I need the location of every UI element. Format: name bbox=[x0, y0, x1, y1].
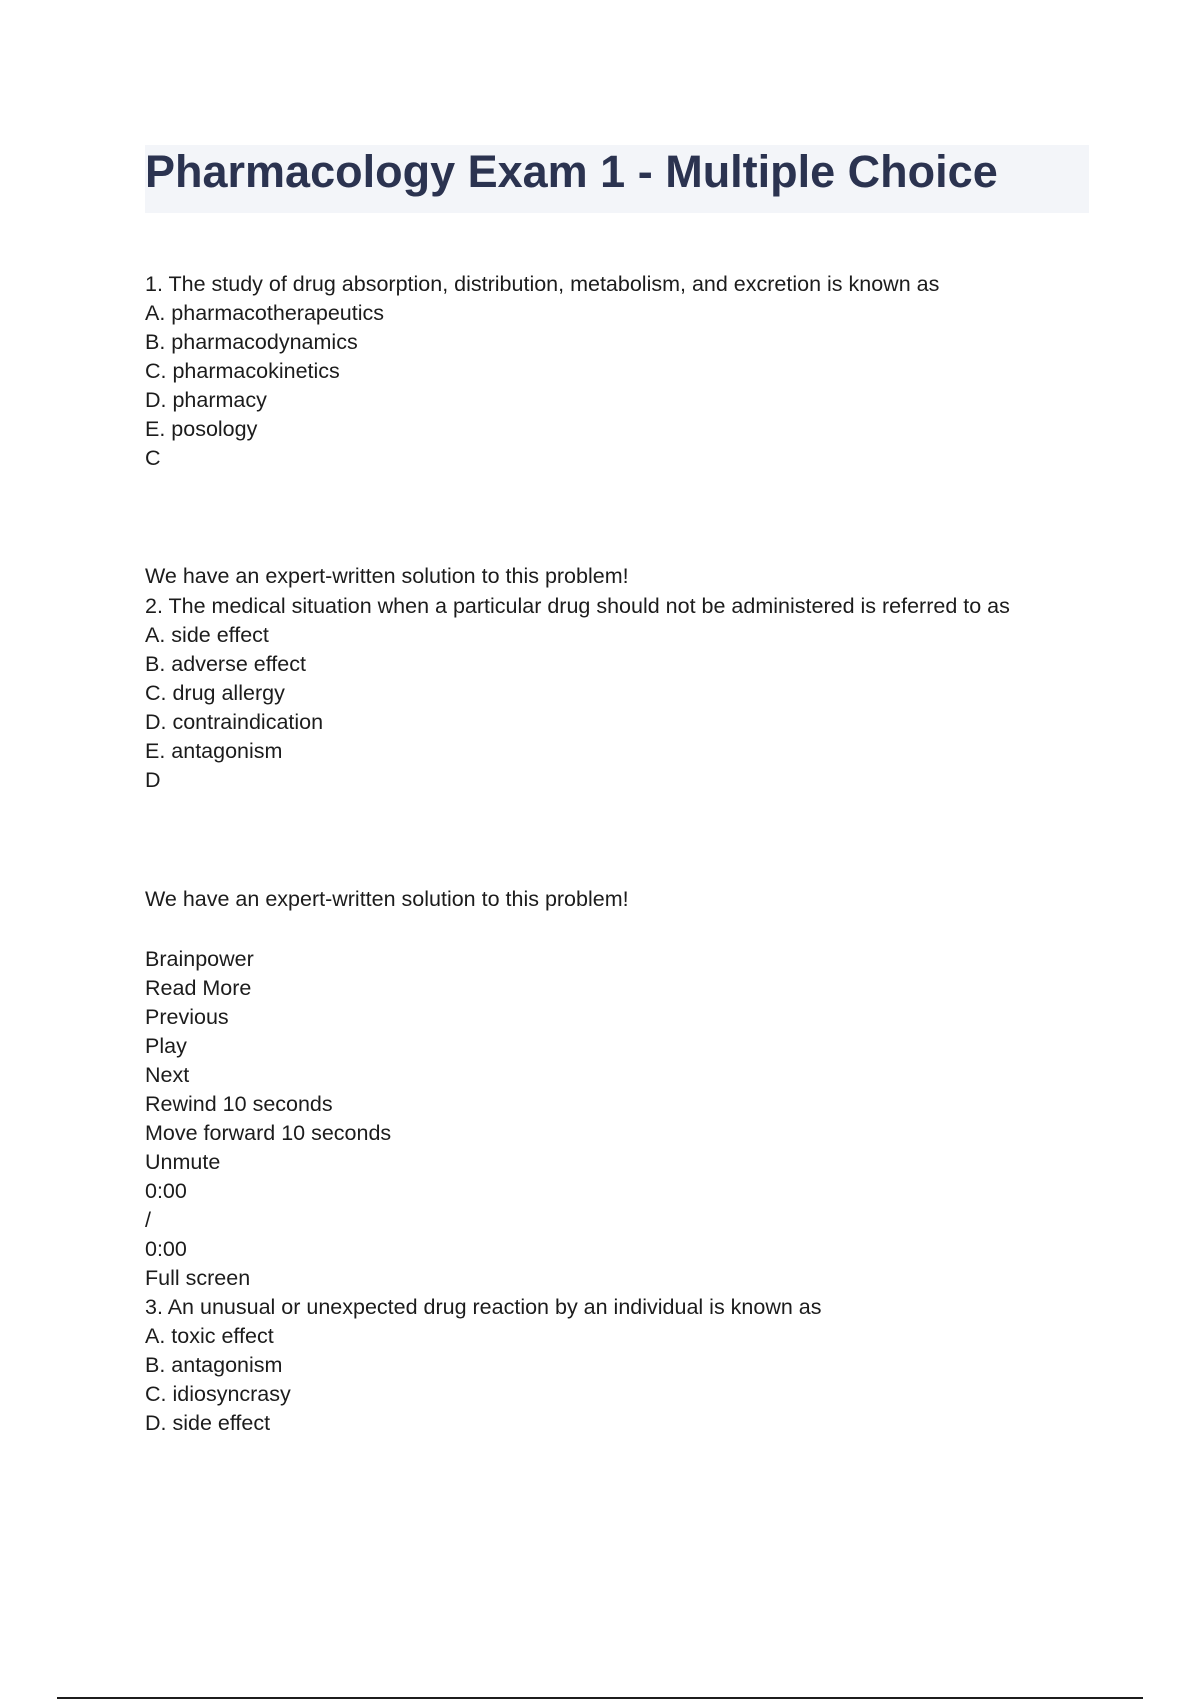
question-1-solution-note: We have an expert-written solution to this problem! bbox=[145, 564, 629, 588]
question-1-text: 1. The study of drug absorption, distribution, metabolism, and excretion is known as bbox=[145, 272, 940, 296]
question-3-option-c: C. idiosyncrasy bbox=[145, 1382, 291, 1406]
current-time: 0:00 bbox=[145, 1179, 187, 1203]
question-2-option-a: A. side effect bbox=[145, 623, 269, 647]
forward-button[interactable]: Move forward 10 seconds bbox=[145, 1121, 392, 1145]
player-brand: Brainpower bbox=[145, 947, 254, 971]
question-1-option-c: C. pharmacokinetics bbox=[145, 359, 340, 383]
question-3-text: 3. An unusual or unexpected drug reaction by an individual is known as bbox=[145, 1295, 822, 1319]
fullscreen-button[interactable]: Full screen bbox=[145, 1266, 251, 1290]
question-2-option-c: C. drug allergy bbox=[145, 681, 285, 705]
question-3-option-d: D. side effect bbox=[145, 1411, 271, 1435]
question-2-answer: D bbox=[145, 768, 161, 792]
read-more-link[interactable]: Read More bbox=[145, 976, 252, 1000]
previous-button[interactable]: Previous bbox=[145, 1005, 229, 1029]
page-title: Pharmacology Exam 1 - Multiple Choice bbox=[145, 146, 998, 197]
play-button[interactable]: Play bbox=[145, 1034, 187, 1058]
question-1-option-b: B. pharmacodynamics bbox=[145, 330, 358, 354]
next-button[interactable]: Next bbox=[145, 1063, 190, 1087]
bottom-divider bbox=[57, 1697, 1143, 1699]
question-2-option-b: B. adverse effect bbox=[145, 652, 306, 676]
unmute-button[interactable]: Unmute bbox=[145, 1150, 221, 1174]
question-2-option-e: E. antagonism bbox=[145, 739, 283, 763]
question-3-option-b: B. antagonism bbox=[145, 1353, 283, 1377]
question-1-option-d: D. pharmacy bbox=[145, 388, 267, 412]
question-2-solution-note: We have an expert-written solution to this problem! bbox=[145, 887, 629, 911]
question-3-option-a: A. toxic effect bbox=[145, 1324, 274, 1348]
question-1-option-e: E. posology bbox=[145, 417, 258, 441]
question-1-answer: C bbox=[145, 446, 161, 470]
duration: 0:00 bbox=[145, 1237, 187, 1261]
time-separator: / bbox=[145, 1208, 151, 1232]
question-2-option-d: D. contraindication bbox=[145, 710, 324, 734]
question-1-option-a: A. pharmacotherapeutics bbox=[145, 301, 385, 325]
question-2-text: 2. The medical situation when a particular drug should not be administered is referred to as bbox=[145, 594, 1010, 618]
rewind-button[interactable]: Rewind 10 seconds bbox=[145, 1092, 333, 1116]
